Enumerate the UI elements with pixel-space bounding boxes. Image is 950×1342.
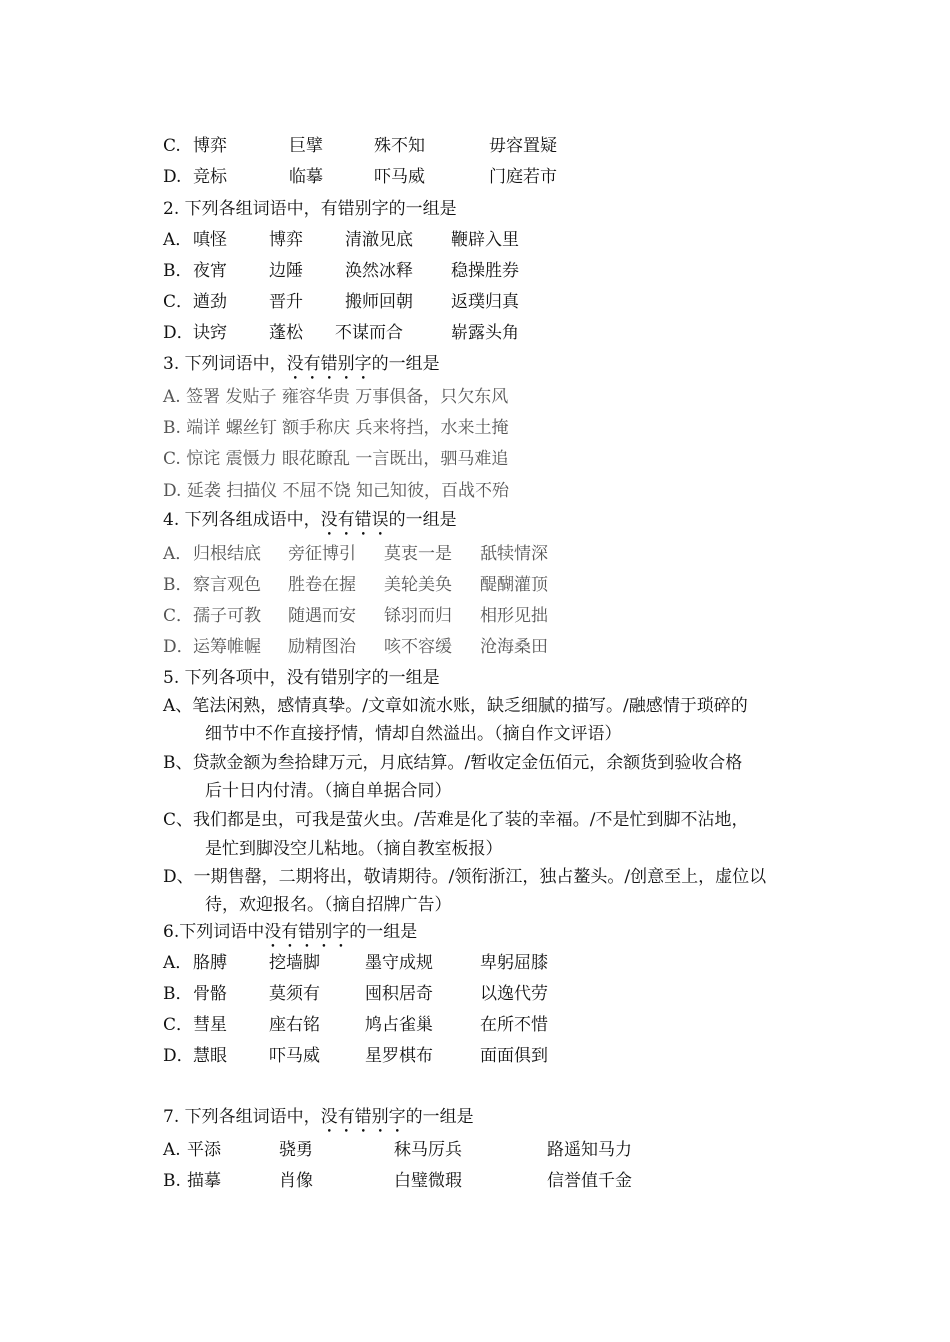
word: 胜卷在握 — [288, 575, 356, 595]
q5-option-c-line1: C、我们都是虫，可我是萤火虫。/苦难是化了装的幸福。/不是忙到脚不沾地， — [163, 810, 749, 830]
stem-text: 的一组是 — [349, 922, 418, 942]
q5-option-b-line1: B、贷款金额为叁拾肆万元，月底结算。/暂收定金伍佰元，余额货到验收合格 — [163, 753, 743, 773]
word: 座右铭 — [269, 1015, 320, 1035]
word: 殊不知 — [374, 136, 425, 156]
word: 蓬松 — [269, 323, 303, 343]
stem-text: 4. 下列各组成语中， — [163, 510, 321, 530]
word: 鞭辟入里 — [451, 230, 519, 250]
q5-stem: 5. 下列各项中，没有错别字的一组是 — [163, 668, 440, 688]
option-letter: B． — [163, 261, 193, 281]
word: 沧海桑田 — [480, 637, 548, 657]
word: 胳膊 — [193, 953, 227, 973]
word: 晋升 — [269, 292, 303, 312]
word: 挖墙脚 — [269, 953, 320, 973]
q3-option-a: A. 签署 发贴子 雍容华贵 万事俱备，只欠东风 — [163, 387, 509, 407]
word: 面面俱到 — [480, 1046, 548, 1066]
word: 门庭若市 — [489, 167, 557, 187]
option-letter: D． — [163, 1046, 194, 1066]
q5-option-a-line2: 细节中不作直接抒情，情却自然溢出。（摘自作文评语） — [205, 724, 622, 744]
word: 彗星 — [193, 1015, 227, 1035]
word: 归根结底 — [193, 544, 261, 564]
option-letter: D. — [163, 167, 182, 187]
word: 囤积居奇 — [365, 984, 433, 1004]
word: 搬师回朝 — [345, 292, 413, 312]
word: 运筹帷幄 — [193, 637, 261, 657]
word: 铩羽而归 — [384, 606, 452, 626]
q5-option-c-line2: 是忙到脚没空儿粘地。（摘自教室板报） — [205, 839, 503, 859]
word: 返璞归真 — [451, 292, 519, 312]
word: 励精图治 — [288, 637, 356, 657]
q3-option-b: B. 端详 螺丝钉 额手称庆 兵来将挡，水来土掩 — [163, 418, 509, 438]
word: 察言观色 — [193, 575, 261, 595]
word: 竞标 — [193, 167, 227, 187]
word: 醍醐灌顶 — [480, 575, 548, 595]
word: 肖像 — [279, 1171, 313, 1191]
word: 毋容置疑 — [489, 136, 557, 156]
word: 秣马厉兵 — [394, 1140, 462, 1160]
q5-option-b-line2: 后十日内付清。（摘自单据合同） — [205, 781, 452, 801]
word: 莫衷一是 — [384, 544, 452, 564]
word: 博弈 — [269, 230, 303, 250]
word: 崭露头角 — [451, 323, 519, 343]
option-letter: A. — [163, 1140, 181, 1160]
word: 随遇而安 — [288, 606, 356, 626]
option-letter: B. — [163, 1171, 181, 1191]
q3-stem — [163, 353, 440, 384]
stem-text: 3. 下列词语中， — [163, 354, 287, 374]
word: 墨守成规 — [365, 953, 433, 973]
word: 边陲 — [269, 261, 303, 281]
word: 孺子可教 — [193, 606, 261, 626]
stem-text: 6.下列词语中 — [163, 922, 265, 942]
option-letter: C． — [163, 1015, 194, 1035]
word: 卑躬屈膝 — [480, 953, 548, 973]
word: 博弈 — [193, 136, 227, 156]
word: 吓马威 — [374, 167, 425, 187]
word: 嗔怪 — [193, 230, 227, 250]
option-letter: D． — [163, 323, 194, 343]
option-letter: A． — [163, 953, 193, 973]
word: 骁勇 — [279, 1140, 313, 1160]
word: 巨擘 — [289, 136, 323, 156]
option-letter: D． — [163, 637, 194, 657]
word: 吓马威 — [269, 1046, 320, 1066]
q5-option-d-line1: D、一期售罄，二期将出，敬请期待。/领衔浙江，独占鳌头。/创意至上，虚位以 — [163, 867, 767, 887]
word: 骨骼 — [193, 984, 227, 1004]
word: 相形见拙 — [480, 606, 548, 626]
option-letter: B． — [163, 575, 193, 595]
word: 描摹 — [187, 1171, 221, 1191]
word: 在所不惜 — [480, 1015, 548, 1035]
word: 遒劲 — [193, 292, 227, 312]
q5-option-d-line2: 待，欢迎报名。（摘自招牌广告） — [205, 895, 452, 915]
q7-stem — [163, 1106, 474, 1137]
emphasized-text: 没有错误 — [320, 510, 389, 530]
emphasized-text: 没有错别字 — [264, 922, 350, 942]
word: 鸠占雀巢 — [365, 1015, 433, 1035]
emphasized-text: 没有错别字 — [320, 1107, 406, 1127]
word: 临摹 — [289, 167, 323, 187]
word: 不谋而合 — [335, 323, 403, 343]
word: 诀窍 — [193, 323, 227, 343]
word: 涣然冰释 — [345, 261, 413, 281]
word: 夜宵 — [193, 261, 227, 281]
stem-text: 的一组是 — [388, 510, 457, 530]
word: 以逸代劳 — [480, 984, 548, 1004]
word: 信誉值千金 — [547, 1171, 632, 1191]
option-letter: C． — [163, 606, 194, 626]
q5-option-a-line1: A、笔法闲熟，感情真挚。/文章如流水账，缺乏细腻的描写。/融感情于琐碎的 — [163, 696, 748, 716]
word: 白璧微瑕 — [394, 1171, 462, 1191]
word: 清澈见底 — [345, 230, 413, 250]
stem-text: 7. 下列各组词语中， — [163, 1107, 321, 1127]
q3-option-d: D. 延袭 扫描仪 不屈不饶 知己知彼，百战不殆 — [163, 481, 510, 501]
option-letter: A． — [163, 544, 193, 564]
stem-text: 的一组是 — [371, 354, 440, 374]
option-letter: B． — [163, 984, 193, 1004]
option-letter: A． — [163, 230, 193, 250]
word: 星罗棋布 — [365, 1046, 433, 1066]
word: 莫须有 — [269, 984, 320, 1004]
stem-text: 的一组是 — [405, 1107, 474, 1127]
word: 平添 — [187, 1140, 221, 1160]
q6-stem — [163, 921, 417, 952]
word: 慧眼 — [193, 1046, 227, 1066]
word: 舐犊情深 — [480, 544, 548, 564]
word: 稳操胜券 — [451, 261, 519, 281]
q2-stem: 2. 下列各组词语中，有错别字的一组是 — [163, 199, 457, 219]
emphasized-text: 没有错别字 — [286, 354, 372, 374]
word: 美轮美奂 — [384, 575, 452, 595]
option-letter: C. — [163, 136, 181, 156]
option-letter: C． — [163, 292, 194, 312]
word: 路遥知马力 — [547, 1140, 632, 1160]
q3-option-c: C. 惊诧 震慑力 眼花瞭乱 一言既出，驷马难追 — [163, 449, 509, 469]
word: 旁征博引 — [288, 544, 356, 564]
word: 咳不容缓 — [384, 637, 452, 657]
q4-stem — [163, 509, 457, 540]
